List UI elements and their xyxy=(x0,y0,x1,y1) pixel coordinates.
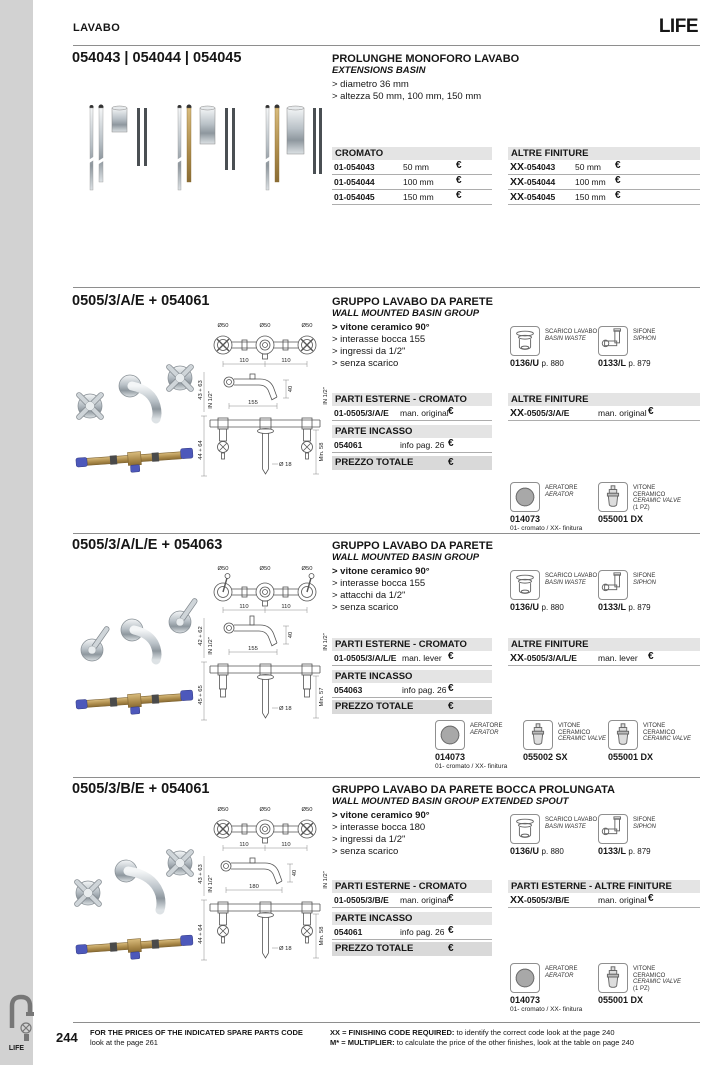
article-code: XX-054043 xyxy=(510,161,556,173)
article-desc: 100 mm xyxy=(575,177,606,187)
basin-waste-icon xyxy=(510,570,540,600)
article-desc: 150 mm xyxy=(403,192,434,202)
article-desc: man. lever xyxy=(598,653,638,663)
article-desc: man. original xyxy=(598,408,647,418)
table-row xyxy=(332,438,492,453)
feature: > interasse bocca 155 xyxy=(332,578,426,589)
product-name-it: PROLUNGHE MONOFORO LAVABO xyxy=(332,53,520,65)
dim-label: 44 + 64 xyxy=(198,440,204,460)
dim-label: 40 xyxy=(288,385,294,393)
ceramic-valve-icon xyxy=(598,963,628,993)
dim-label: IN 1/2" xyxy=(323,633,329,651)
article-code: XX-0505/3/B/E xyxy=(510,894,570,906)
price: € xyxy=(448,683,454,694)
faucet-icon xyxy=(4,990,34,1044)
price: € xyxy=(456,175,462,186)
spare-parts-note: FOR THE PRICES OF THE INDICATED SPARE PARTS CODE look at the page 261 xyxy=(90,1028,303,1047)
aerator-icon xyxy=(435,720,465,750)
price: € xyxy=(615,160,621,171)
table-row xyxy=(332,406,492,421)
dim-label: 110 xyxy=(239,842,249,848)
feature: > vitone ceramico 90° xyxy=(332,810,430,821)
article-desc: man. original xyxy=(598,895,647,905)
product-name-en: EXTENSIONS BASIN xyxy=(332,65,426,76)
article-code: 01-0505/3/B/E xyxy=(334,895,389,905)
dim-label: 45 + 65 xyxy=(198,685,204,705)
dim-label: 40 xyxy=(292,869,298,877)
basin-waste-icon xyxy=(510,814,540,844)
dim-label: 110 xyxy=(281,842,291,848)
basin-waste-icon xyxy=(510,326,540,356)
dim-label: Ø50 xyxy=(217,807,229,813)
table-row xyxy=(508,160,700,175)
price: € xyxy=(448,893,454,904)
product-photo-faucet-lever xyxy=(70,598,200,720)
divider xyxy=(73,1022,700,1023)
product-name-en: WALL MOUNTED BASIN GROUP EXTENDED SPOUT xyxy=(332,796,569,807)
table-header: ALTRE FINITURE xyxy=(508,147,700,160)
article-desc: 50 mm xyxy=(575,162,601,172)
price: € xyxy=(456,160,462,171)
price: € xyxy=(448,406,454,417)
table-parte-incasso xyxy=(332,670,492,698)
table-header: PARTE INCASSO xyxy=(332,425,492,438)
siphon-icon xyxy=(598,326,628,356)
dim-label: Ø50 xyxy=(217,566,229,572)
feature: > interasse bocca 155 xyxy=(332,334,426,345)
dim-label: 110 xyxy=(239,604,249,610)
article-code: 01-054044 xyxy=(334,177,375,187)
table-row xyxy=(332,893,492,908)
table-header: PARTI ESTERNE - CROMATO xyxy=(332,393,492,406)
article-desc: 100 mm xyxy=(403,177,434,187)
table-parti-esterne xyxy=(332,393,492,421)
table-header: PARTI ESTERNE - CROMATO xyxy=(332,638,492,651)
divider xyxy=(73,777,700,778)
table-header: PARTI ESTERNE - ALTRE FINITURE xyxy=(508,880,700,893)
table-altre-finiture xyxy=(508,638,700,666)
page-category: LAVABO xyxy=(73,22,121,34)
dim-label: 155 xyxy=(248,400,258,406)
feature: > vitone ceramico 90° xyxy=(332,322,430,333)
product-name-it: GRUPPO LAVABO DA PARETE xyxy=(332,540,493,552)
aerator-icon xyxy=(510,482,540,512)
price-table-altre-finiture xyxy=(508,147,700,205)
dim-label: IN 1/2" xyxy=(323,871,329,889)
dim-label: Min. 58 xyxy=(319,442,325,462)
technical-drawing xyxy=(198,802,332,968)
feature: > senza scarico xyxy=(332,358,399,369)
multiplier-label: M* = MULTIPLIER: xyxy=(330,1038,395,1047)
dim-label: Ø 18 xyxy=(279,462,292,468)
series-tab-label: LIFE xyxy=(8,1045,25,1052)
page-number: 244 xyxy=(56,1030,78,1045)
price: € xyxy=(448,943,454,954)
feature: > attacchi da 1/2" xyxy=(332,590,406,601)
product-code: 0505/3/A/E + 054061 xyxy=(72,293,210,309)
aerator-icon xyxy=(510,963,540,993)
article-code: 054061 xyxy=(334,440,363,450)
technical-drawing xyxy=(198,562,332,728)
price: € xyxy=(648,406,654,417)
dim-label: IN 1/2" xyxy=(208,875,214,893)
product-photo-faucet xyxy=(70,356,200,478)
article-desc: info pag. 26 xyxy=(400,927,445,937)
article-code: 054063 xyxy=(334,685,363,695)
table-parti-esterne xyxy=(332,638,492,666)
product-name-it: GRUPPO LAVABO DA PARETE BOCCA PROLUNGATA xyxy=(332,784,615,796)
price: € xyxy=(448,457,454,468)
dim-label: 43 + 63 xyxy=(198,864,204,884)
article-desc: man. original xyxy=(400,895,449,905)
dim-label: Ø50 xyxy=(217,323,229,329)
divider xyxy=(73,533,700,534)
article-code: 01-054045 xyxy=(334,192,375,202)
product-photo-extensions xyxy=(78,100,328,205)
siphon-icon xyxy=(598,814,628,844)
price: € xyxy=(648,893,654,904)
product-code: 0505/3/B/E + 054061 xyxy=(72,781,210,797)
article-code: 01-0505/3/A/L/E xyxy=(334,653,397,663)
article-code: 054061 xyxy=(334,927,363,937)
article-code: 01-054043 xyxy=(334,162,375,172)
article-desc: info pag. 26 xyxy=(402,685,447,695)
table-header: PARTE INCASSO xyxy=(332,670,492,683)
dim-label: Ø50 xyxy=(301,323,313,329)
table-parti-esterne-altre-finiture xyxy=(508,880,700,908)
dim-label: 110 xyxy=(239,358,249,364)
table-row xyxy=(508,175,700,190)
dim-label: Ø 18 xyxy=(279,946,292,952)
dim-label: Min. 58 xyxy=(319,926,325,946)
article-desc: man. lever xyxy=(402,653,442,663)
feature: > diametro 36 mm xyxy=(332,79,409,90)
price: € xyxy=(448,925,454,936)
price: € xyxy=(456,190,462,201)
dim-label: 40 xyxy=(288,631,294,639)
brand-logo: LIFE xyxy=(658,16,698,37)
dim-label: IN 1/2" xyxy=(208,637,214,655)
product-code: 0505/3/A/L/E + 054063 xyxy=(72,537,223,553)
product-name-en: WALL MOUNTED BASIN GROUP xyxy=(332,308,480,319)
dim-label: IN 1/2" xyxy=(208,391,214,409)
catalog-page: LAVABO LIFE 054043 | 054044 | 054045 PROLUNGHE MONOFORO LAVABO EXTENSIONS BASIN > diametro 36 mm > altezza 50 mm, 100 mm, 150 mm CROMATO 01-054043 50 mm € 01-054044 100 mm € 01-054045 150 mm € ALTRE FINITURE XX-054043 50 mm € XX-054044 100 mm € XX-054045 150 mm € 0505/3/A/E + 054061 GRUPPO LAVABO DA PARETE WALL MOUNTED BASIN GROUP > vitone ceramico 90° > interasse bocca 155 > ingressi da 1/2" > senza scarico SCARICO LAVABO BASIN WASTE 0136/U p. 880 SIFONE SIPHON 0133/L p. 879 Ø50 Ø50 Ø50 110 110 155 40 43 + 63 IN 1/2" IN 1/2" Ø 18 Min. 58 44 + 64 PARTI ESTERNE - CROMATO 01-0505/3/A/E man. original € PARTE INCASSO 054061 info pag. 26 € PREZZO TOTALE € ALTRE FINITURE XX-0505/3/A/E man. original € AERATORE AERATOR 014073 01- cromato / XX- finitura VITONE CERAMICO CERAMIC VALVE (1 PZ) 055001 DX 0505/3/A/L/E + 054063 GRUPPO LAVABO DA PARETE WALL MOUNTED BASIN GROUP > vitone ceramico 90° > interasse bocca 155 > attacchi da 1/2" > senza scarico SCARICO LAVABO BASIN WASTE 0136/U p. 880 SIFONE SIPHON 0133/L p. 879 Ø50 Ø50 Ø50 110 110 155 40 42 + 62 IN 1/2" IN 1/2" Ø 18 Min. 57 45 + 65 PARTI ESTERNE - CROMATO 01-0505/3/A/L/E man. lever € PARTE INCASSO 054063 info pag. 26 € PREZZO TOTALE € ALTRE FINITURE XX-0505/3/A/L/E man. lever € AERATORE AERATOR 014073 01- cromato / XX- finitura VITONE CERAMICO CERAMIC VALVE 055002 SX VITONE CERAMICO CERAMIC VALVE 055001 DX 0505/3/B/E + 054061 GRUPPO LAVABO DA PARETE BOCCA PROLUNGATA WALL MOUNTED BASIN GROUP EXTENDED SPOUT > vitone ceramico 90° > interasse bocca 180 > ingressi da 1/2" > senza scarico SCARICO LAVABO BASIN WASTE 0136/U p. 880 SIFONE SIPHON 0133/L p. 879 Ø50 Ø50 Ø50 110 110 180 40 43 + 63 IN 1/2" IN 1/2" Ø 18 Min. 58 44 + 64 PARTI ESTERNE - CROMATO 01-0505/3/B/E man. original € PARTE INCASSO 054061 info pag. 26 € PREZZO TOTALE € PARTI ESTERNE - ALTRE FINITURE XX-0505/3/B/E man. original € AERATORE AERATOR 014073 01- cromato / XX- finitura VITONE CERAMICO CERAMIC VALVE (1 PZ) 055001 DX LIFE 244 FOR THE PRICES OF THE INDICATED SPARE PARTS CODE look at the page 261 XX = FINISHING CODE REQUIRED: to identify the correct code look at the page 240 M* = MULTIPLIER: to calculate the price of the other finishes, look at the table on page 240 xyxy=(0,0,711,1065)
table-header: ALTRE FINITURE xyxy=(508,393,700,406)
divider xyxy=(73,287,700,288)
feature-list xyxy=(332,810,430,858)
feature: > ingressi da 1/2" xyxy=(332,346,406,357)
feature: > senza scarico xyxy=(332,602,399,613)
product-photo-faucet-long-spout xyxy=(70,843,200,965)
dim-label: Ø50 xyxy=(259,323,271,329)
table-row xyxy=(508,651,700,666)
price: € xyxy=(448,438,454,449)
table-parti-esterne xyxy=(332,880,492,908)
table-prezzo-totale xyxy=(332,456,492,470)
price: € xyxy=(448,651,454,662)
table-parte-incasso xyxy=(332,912,492,940)
table-row xyxy=(332,651,492,666)
dim-label: IN 1/2" xyxy=(323,387,329,405)
table-prezzo-totale xyxy=(332,700,492,714)
dim-label: Ø 18 xyxy=(279,706,292,712)
technical-drawing xyxy=(198,318,332,484)
table-row xyxy=(508,893,700,908)
table-prezzo-totale xyxy=(332,942,492,956)
table-row xyxy=(332,925,492,940)
finishing-code-note: XX = FINISHING CODE REQUIRED: to identify the correct code look at the page 240 M* = MULTIPLIER: to calculate the price of the other finishes, look at the table on page 240 xyxy=(330,1028,634,1047)
dim-label: Ø50 xyxy=(301,566,313,572)
article-code: 01-0505/3/A/E xyxy=(334,408,389,418)
finish-note: 01- cromato / XX- finitura xyxy=(435,763,508,770)
finish-note: 01- cromato / XX- finitura xyxy=(510,525,583,532)
dim-label: 155 xyxy=(248,646,258,652)
dim-label: 110 xyxy=(281,604,291,610)
price: € xyxy=(615,190,621,201)
table-row xyxy=(508,406,700,421)
dim-label: 42 + 62 xyxy=(198,626,204,646)
dim-label: 44 + 64 xyxy=(198,924,204,944)
table-header: PARTE INCASSO xyxy=(332,912,492,925)
article-desc: man. original xyxy=(400,408,449,418)
article-desc: 50 mm xyxy=(403,162,429,172)
article-desc: info pag. 26 xyxy=(400,440,445,450)
feature: > ingressi da 1/2" xyxy=(332,834,406,845)
price: € xyxy=(648,651,654,662)
article-desc: 150 mm xyxy=(575,192,606,202)
article-code: XX-054045 xyxy=(510,191,556,203)
siphon-icon xyxy=(598,570,628,600)
ceramic-valve-icon xyxy=(598,482,628,512)
product-code: 054043 | 054044 | 054045 xyxy=(72,50,242,66)
dim-label: 43 + 63 xyxy=(198,380,204,400)
article-code: XX-0505/3/A/E xyxy=(510,407,570,419)
table-row xyxy=(332,175,492,190)
price: € xyxy=(448,701,454,712)
price: € xyxy=(615,175,621,186)
dim-label: 180 xyxy=(249,884,259,890)
table-row xyxy=(332,190,492,205)
finish-note: 01- cromato / XX- finitura xyxy=(510,1006,583,1013)
table-row xyxy=(332,683,492,698)
feature: > vitone ceramico 90° xyxy=(332,566,430,577)
feature: > senza scarico xyxy=(332,846,399,857)
price-table-cromato xyxy=(332,147,492,205)
product-name-en: WALL MOUNTED BASIN GROUP xyxy=(332,552,480,563)
table-altre-finiture xyxy=(508,393,700,421)
article-code: XX-0505/3/A/L/E xyxy=(510,652,577,664)
dim-label: Min. 57 xyxy=(319,687,325,707)
article-code: XX-054044 xyxy=(510,176,556,188)
feature-list xyxy=(332,322,430,370)
feature-list xyxy=(332,566,430,614)
product-name-it: GRUPPO LAVABO DA PARETE xyxy=(332,296,493,308)
ceramic-valve-icon xyxy=(523,720,553,750)
ceramic-valve-icon xyxy=(608,720,638,750)
xx-code-label: XX = FINISHING CODE REQUIRED: xyxy=(330,1028,455,1037)
feature: > altezza 50 mm, 100 mm, 150 mm xyxy=(332,91,482,102)
divider xyxy=(73,45,700,46)
total-row xyxy=(332,700,492,714)
feature: > interasse bocca 180 xyxy=(332,822,426,833)
dim-label: Ø50 xyxy=(259,807,271,813)
dim-label: 110 xyxy=(281,358,291,364)
dim-label: Ø50 xyxy=(259,566,271,572)
total-row xyxy=(332,942,492,956)
table-header: PARTI ESTERNE - CROMATO xyxy=(332,880,492,893)
table-header: ALTRE FINITURE xyxy=(508,638,700,651)
table-row xyxy=(508,190,700,205)
total-label: PREZZO TOTALE xyxy=(335,457,414,468)
side-strip xyxy=(0,0,33,1065)
total-row xyxy=(332,456,492,470)
table-header: CROMATO xyxy=(332,147,492,160)
table-parte-incasso xyxy=(332,425,492,453)
table-row xyxy=(332,160,492,175)
dim-label: Ø50 xyxy=(301,807,313,813)
total-label: PREZZO TOTALE xyxy=(335,701,414,712)
total-label: PREZZO TOTALE xyxy=(335,943,414,954)
feature-list xyxy=(332,79,481,103)
